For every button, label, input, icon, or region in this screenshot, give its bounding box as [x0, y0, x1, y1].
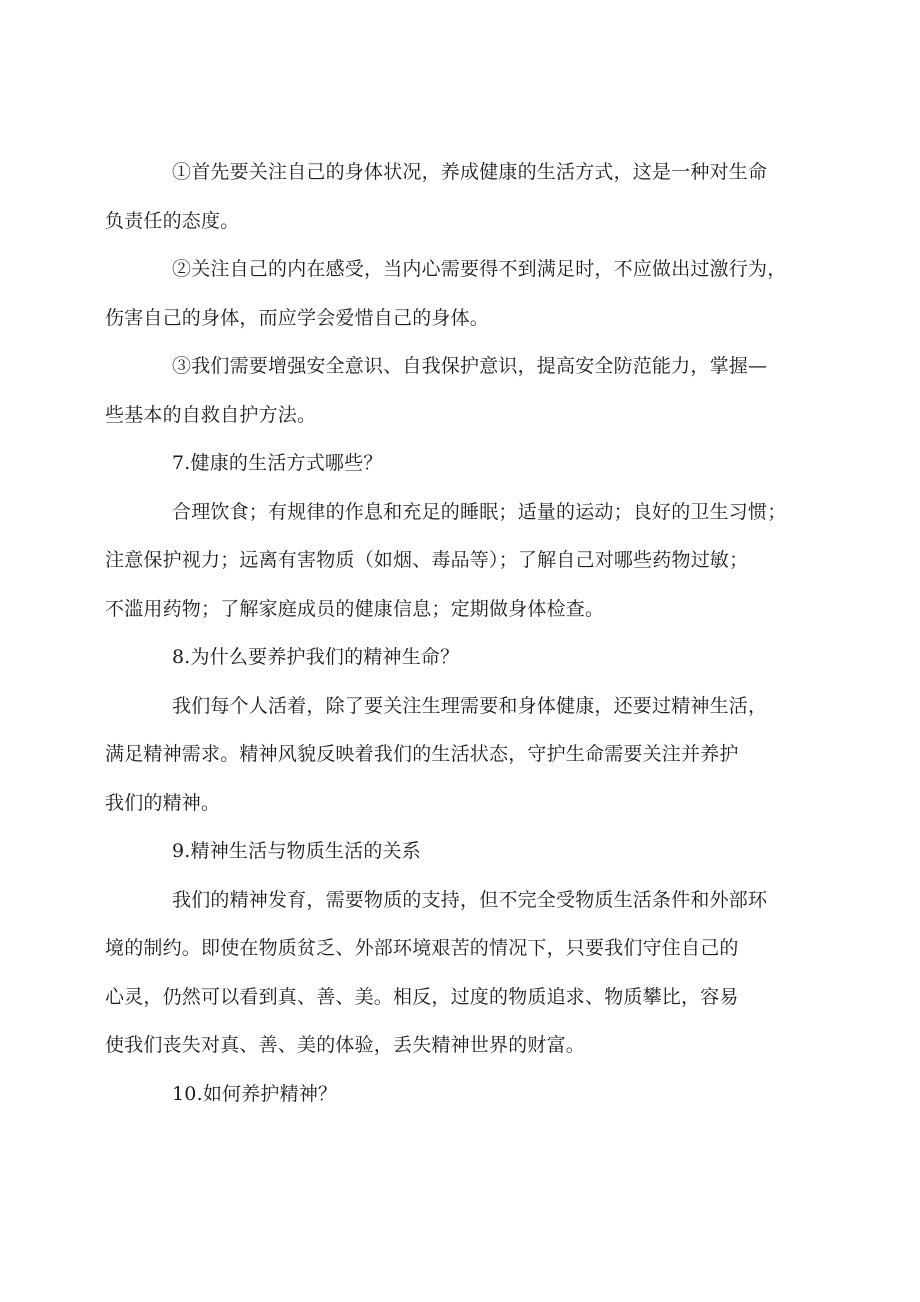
paragraph-care-body-condition	[105, 148, 805, 245]
text-line: 我们的精神发育，需要物质的支持，但不完全受物质生活条件和外部环	[172, 888, 768, 911]
text-line: ②关注自己的内在感受，当内心需要得不到满足时，不应做出过激行为，	[172, 258, 787, 280]
question-8-heading	[105, 633, 805, 682]
question-7-heading	[105, 439, 805, 488]
text-line: 些基本的自救自护方法。	[105, 403, 317, 426]
question-text: 10.如何养护精神？	[172, 1082, 338, 1105]
text-line: ①首先要关注自己的身体状况，养成健康的生活方式，这是一种对生命	[172, 161, 768, 183]
question-text: 8.为什么要养护我们的精神生命？	[172, 646, 460, 668]
text-line: ③我们需要增强安全意识、自我保护意识，提高安全防范能力，掌握—	[172, 355, 768, 377]
question-10-heading	[105, 1070, 805, 1119]
text-line: 注意保护视力；远离有害物质（如烟、毒品等）；了解自己对哪些药物过敏；	[105, 549, 749, 571]
answer-9-paragraph	[105, 876, 805, 1070]
text-line: 我们每个人活着，除了要关注生理需要和身体健康，还要过精神生活，	[172, 694, 768, 717]
answer-7-paragraph	[105, 488, 805, 634]
question-text: 9.精神生活与物质生活的关系	[172, 840, 421, 862]
text-line: 负责任的态度。	[105, 209, 240, 232]
text-line: 我们的精神。	[105, 791, 221, 814]
text-line: 不滥用药物；了解家庭成员的健康信息；定期做身体检查。	[105, 597, 605, 620]
paragraph-inner-feelings	[105, 245, 805, 342]
text-line: 境的制约。即使在物质贫乏、外部环境艰苦的情况下，只要我们守住自己的	[105, 937, 739, 959]
text-line: 合理饮食；有规律的作息和充足的睡眠；适量的运动；良好的卫生习惯；	[172, 500, 787, 523]
question-text: 7.健康的生活方式哪些？	[172, 452, 383, 474]
question-9-heading	[105, 827, 805, 876]
text-line: 伤害自己的身体，而应学会爱惜自己的身体。	[105, 306, 490, 329]
text-line: 使我们丧失对真、善、美的体验，丢失精神世界的财富。	[105, 1034, 586, 1056]
document-page	[105, 148, 805, 1118]
text-line: 满足精神需求。精神风貌反映着我们的生活状态，守护生命需要关注并养护	[105, 743, 739, 765]
answer-8-paragraph	[105, 682, 805, 828]
paragraph-safety-awareness	[105, 342, 805, 439]
text-line: 心灵，仍然可以看到真、善、美。相反，过度的物质追求、物质攀比，容易	[105, 985, 739, 1008]
